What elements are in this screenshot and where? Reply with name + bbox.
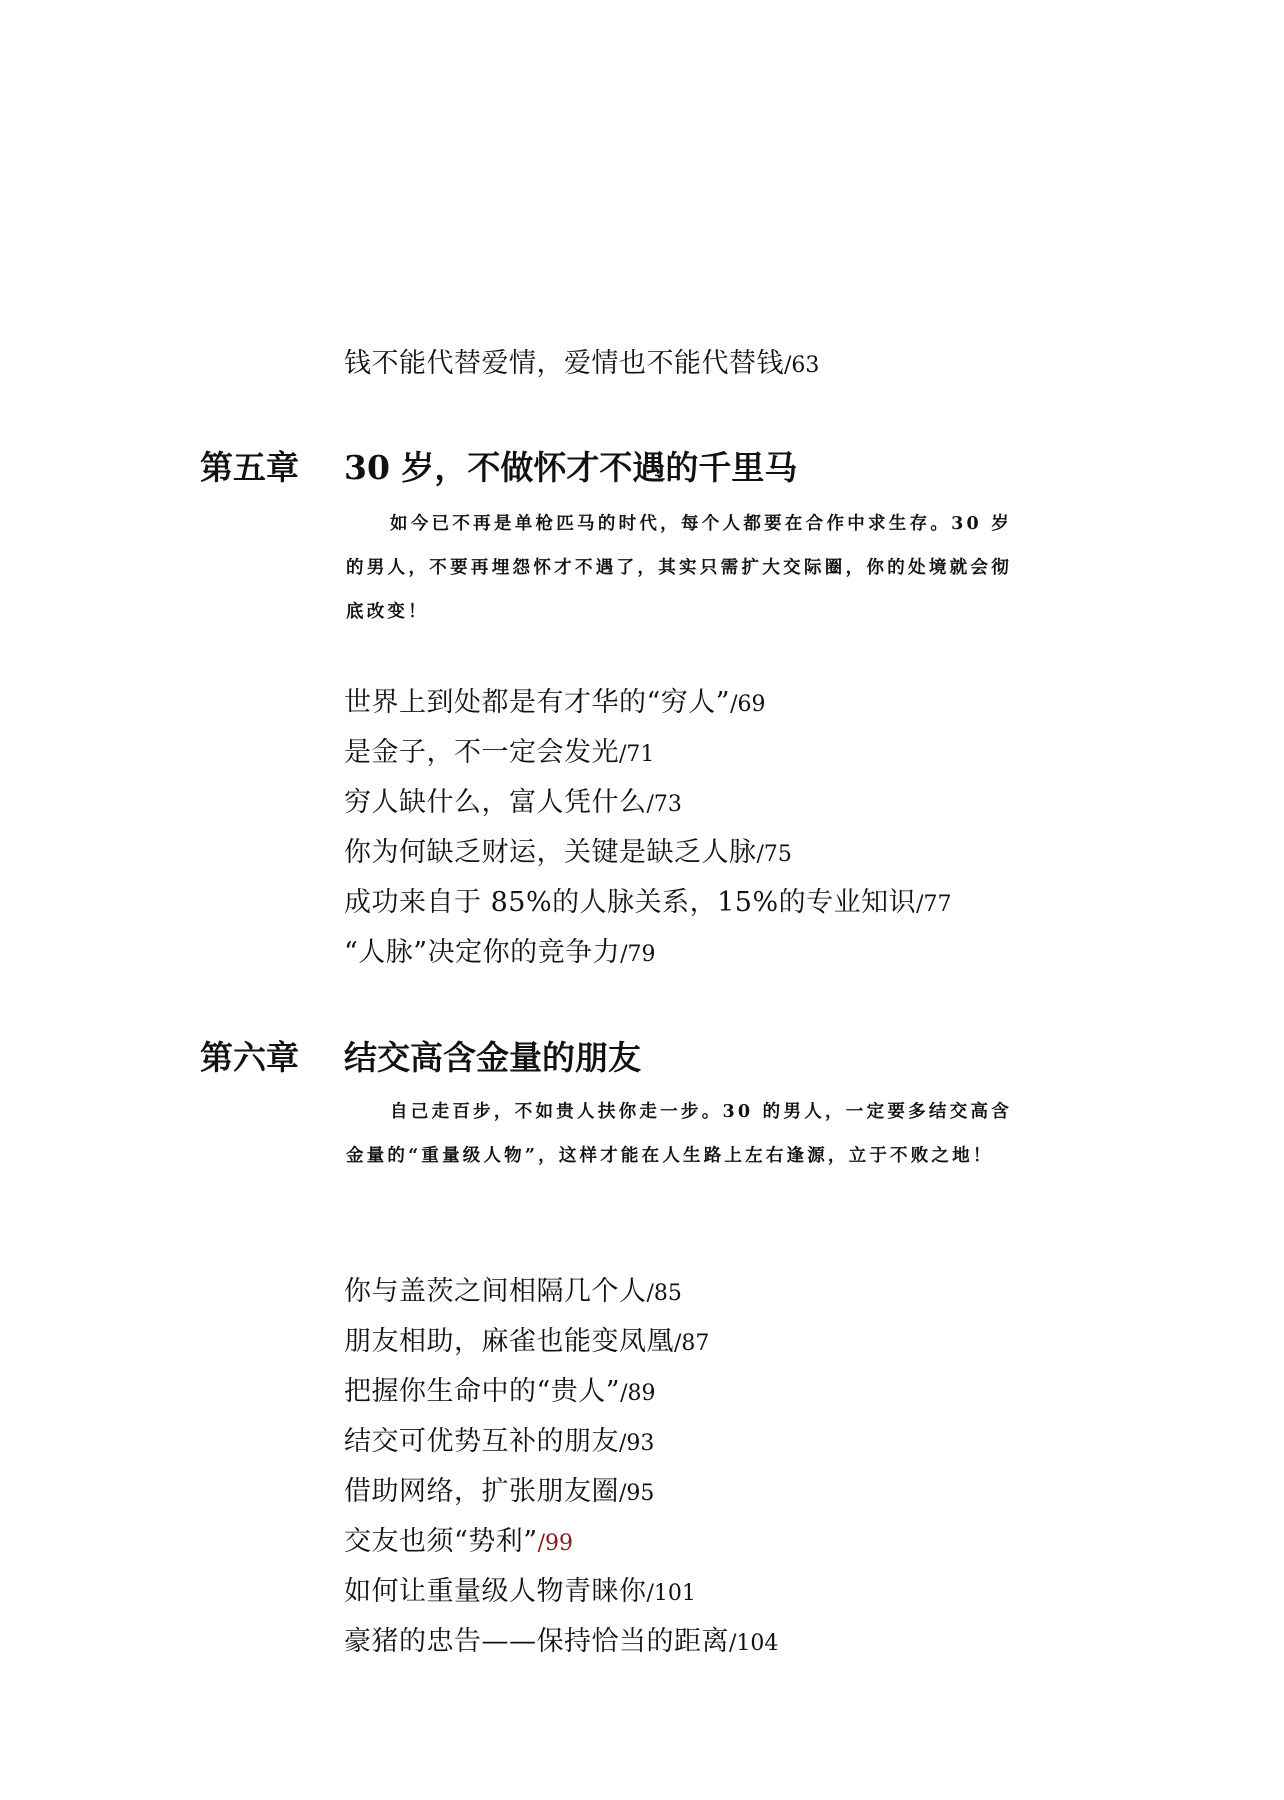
entry-page: /87 [674,1331,710,1356]
toc-entry [344,835,792,873]
entry-page: /95 [619,1481,655,1506]
chapter-number: 第六章 [200,1038,299,1077]
toc-entry [344,1574,696,1612]
entry-page: /69 [730,692,766,717]
chapter-number: 第五章 [200,448,299,487]
entry-title: 豪猪的忠告——保持恰当的距离 [344,1626,729,1657]
entry-title: 交友也须“势利” [344,1526,538,1557]
entry-title: 钱不能代替爱情，爱情也不能代替钱 [344,348,784,379]
toc-entry [344,735,654,773]
entry-title: 如何让重量级人物青睐你 [344,1576,647,1607]
chapter-title: 30 岁，不做怀才不遇的千里马 [344,448,798,487]
toc-entry [344,1274,682,1312]
toc-entry [344,685,766,723]
chapter-summary: 自己走百步，不如贵人扶你走一步。30 的男人，一定要多结交高含金量的“重量级人物”，这样才能在人生路上左右逢源，立于不败之地！ [346,1102,1012,1166]
entry-title: 你与盖茨之间相隔几个人 [344,1276,647,1307]
entry-title: 借助网络，扩张朋友圈 [344,1476,619,1507]
toc-entry [344,346,819,384]
entry-page: /89 [620,1381,656,1406]
entry-page: /85 [646,1281,682,1306]
entry-page: /79 [620,942,656,967]
entry-page: /73 [646,792,682,817]
chapter-heading [200,446,797,490]
chapter-title: 结交高含金量的朋友 [344,1038,641,1077]
entry-page: /104 [729,1631,779,1656]
entry-title: 世界上到处都是有才华的“穷人” [344,687,731,718]
entry-page: /101 [646,1581,696,1606]
entry-page: /63 [784,353,820,378]
toc-entry [344,935,656,973]
entry-title: 结交可优势互补的朋友 [344,1426,619,1457]
entry-title: “人脉”决定你的竞争力 [344,937,621,968]
toc-entry [344,1624,778,1662]
toc-entry [344,1424,654,1462]
entry-title: 把握你生命中的“贵人” [344,1376,621,1407]
entry-title: 成功来自于 85%的人脉关系，15%的专业知识 [344,887,917,918]
toc-entry [344,1324,709,1362]
entry-title: 是金子，不一定会发光 [344,737,619,768]
toc-entry [344,885,952,923]
entry-page: /71 [619,742,655,767]
entry-page: /77 [916,892,952,917]
entry-title: 朋友相助，麻雀也能变凤凰 [344,1326,674,1357]
toc-entry [344,1524,573,1562]
entry-title: 你为何缺乏财运，关键是缺乏人脉 [344,837,757,868]
entry-page: /93 [619,1431,655,1456]
chapter-summary: 如今已不再是单枪匹马的时代，每个人都要在合作中求生存。30 岁的男人，不要再埋怨怀才不遇了，其实只需扩大交际圈，你的处境就会彻底改变！ [346,514,1012,622]
chapter-heading [200,1036,641,1080]
entry-title: 穷人缺什么，富人凭什么 [344,787,647,818]
toc-entry [344,785,682,823]
toc-entry [344,1474,654,1512]
entry-page: /99 [537,1531,574,1556]
toc-entry [344,1374,656,1412]
entry-page: /75 [756,842,792,867]
